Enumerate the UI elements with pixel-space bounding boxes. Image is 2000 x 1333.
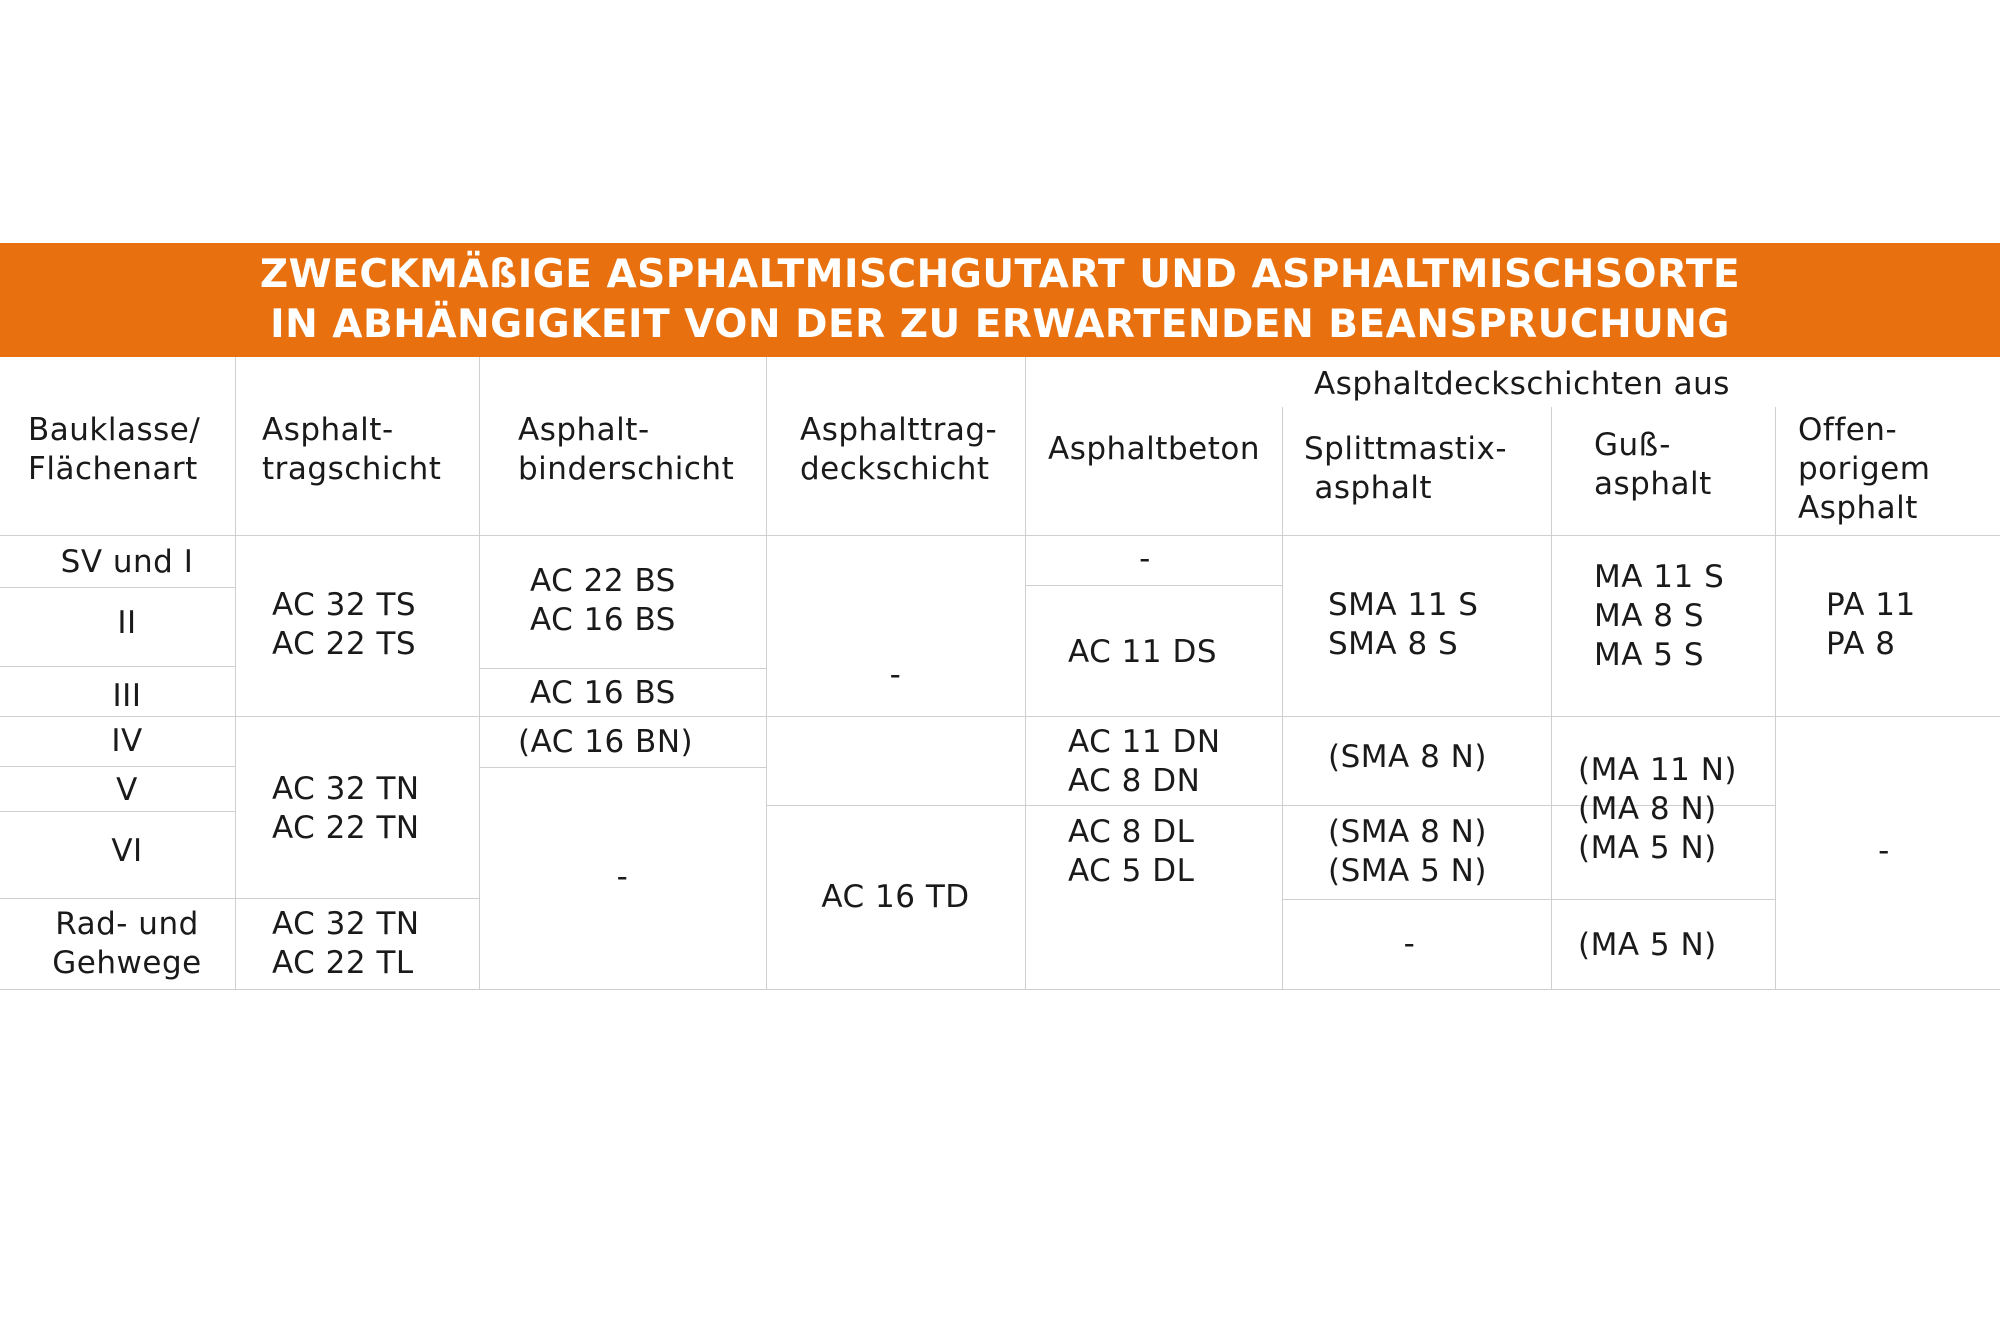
- header-gussasphalt: Guß- asphalt: [1594, 427, 1712, 502]
- grid-line: [1282, 899, 1775, 900]
- cell-pa-s: PA 11 PA 8: [1826, 587, 1916, 662]
- grid-line: [1025, 357, 1026, 989]
- header-offenporig: Offen- porigem Asphalt: [1798, 412, 1931, 526]
- cell-binder-low: -: [616, 859, 629, 895]
- grid-line: [0, 766, 235, 767]
- row-label-vi: VI: [111, 833, 143, 869]
- cell-binder-iii: AC 16 BS: [530, 675, 676, 711]
- cell-tragdeck-td: AC 16 TD: [821, 879, 970, 915]
- cell-ma-rad: (MA 5 N): [1578, 927, 1717, 963]
- cell-beton-dn: AC 11 DN AC 8 DN: [1068, 724, 1221, 799]
- cell-tragschicht-rad: AC 32 TN AC 22 TL: [272, 906, 420, 981]
- cell-ma-n: (MA 11 N) (MA 8 N) (MA 5 N): [1578, 752, 1737, 866]
- row-label-sv-i: SV und I: [60, 544, 194, 580]
- table-title-banner: [0, 243, 2000, 357]
- cell-sma-rad: -: [1403, 926, 1416, 962]
- cell-binder-iv: (AC 16 BN): [518, 724, 694, 760]
- cell-binder-bs: AC 22 BS AC 16 BS: [530, 563, 676, 638]
- cell-ma-s: MA 11 S MA 8 S MA 5 S: [1594, 559, 1725, 673]
- row-label-iv: IV: [111, 723, 143, 759]
- header-group-deckschichten: Asphaltdeckschichten aus: [1314, 366, 1730, 402]
- grid-line: [0, 898, 479, 899]
- grid-line: [0, 811, 235, 812]
- grid-line: [479, 767, 766, 768]
- cell-tragdeck-high: -: [889, 657, 902, 693]
- cell-sma-s: SMA 11 S SMA 8 S: [1328, 587, 1479, 662]
- header-tragdeckschicht: Asphalttrag- deckschicht: [800, 412, 998, 487]
- cell-beton-svi: -: [1139, 541, 1151, 577]
- grid-line: [0, 716, 2000, 717]
- table-title-line-1: ZWECKMÄßIGE ASPHALTMISCHGUTART UND ASPHALTMISCHSORTE: [259, 252, 1741, 297]
- grid-line: [1282, 407, 1283, 989]
- grid-line: [0, 989, 2000, 990]
- cell-sma-n: (SMA 8 N): [1328, 739, 1487, 775]
- header-asphaltbeton: Asphaltbeton: [1048, 431, 1260, 467]
- grid-line: [1025, 585, 1282, 586]
- row-label-v: V: [116, 772, 138, 808]
- header-tragschicht: Asphalt- tragschicht: [262, 412, 442, 487]
- cell-beton-dl: AC 8 DL AC 5 DL: [1068, 814, 1195, 889]
- grid-line: [479, 668, 766, 669]
- table-title-line-2: IN ABHÄNGIGKEIT VON DER ZU ERWARTENDEN BEANSPRUCHUNG: [270, 302, 1730, 347]
- row-label-iii: III: [112, 678, 142, 714]
- cell-sma-vi: (SMA 8 N) (SMA 5 N): [1328, 814, 1487, 889]
- row-label-ii: II: [117, 605, 137, 641]
- cell-tragschicht-ts: AC 32 TS AC 22 TS: [272, 587, 417, 662]
- grid-line: [0, 666, 235, 667]
- header-splittmastix: Splittmastix- asphalt: [1304, 431, 1508, 506]
- grid-line: [235, 357, 236, 989]
- row-label-rad-gehwege: Rad- und Gehwege: [52, 906, 202, 981]
- grid-line: [0, 587, 235, 588]
- grid-line: [1551, 407, 1552, 989]
- cell-beton-ds: AC 11 DS: [1068, 634, 1218, 670]
- cell-tragschicht-tn: AC 32 TN AC 22 TN: [272, 771, 420, 846]
- cell-pa-low: -: [1878, 833, 1890, 869]
- header-bauklasse: Bauklasse/ Flächenart: [28, 412, 201, 487]
- grid-line: [1775, 407, 1776, 989]
- header-binderschicht: Asphalt- binderschicht: [518, 412, 735, 487]
- grid-line: [0, 535, 2000, 536]
